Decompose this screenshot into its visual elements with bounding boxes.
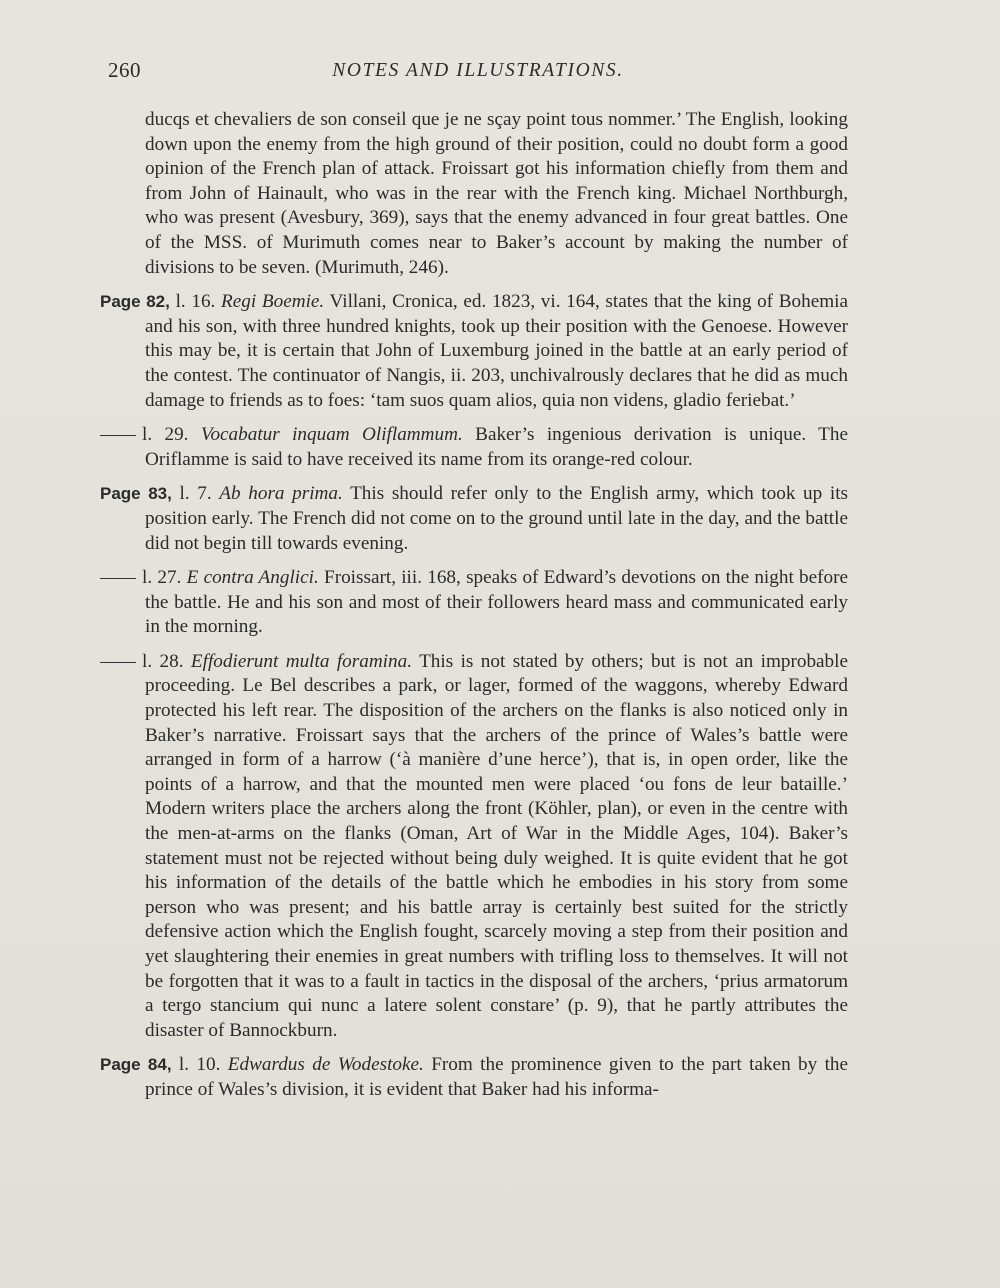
running-head: NOTES AND ILLUSTRATIONS. bbox=[332, 60, 624, 81]
note-line-ref: l. 28. bbox=[142, 650, 184, 672]
note-line-28 bbox=[100, 650, 848, 1044]
note-text: From the prominence given to the part taken by the prince of Wales’s division, it is evident that Baker had his informa- bbox=[145, 1054, 849, 1100]
note-continuation bbox=[100, 108, 848, 280]
note-lemma: E contra Anglici. bbox=[186, 567, 319, 589]
note-lemma: Ab hora prima. bbox=[219, 483, 343, 505]
page-header bbox=[108, 58, 848, 92]
note-page-ref: Page 84, bbox=[100, 1055, 172, 1075]
ditto-dash bbox=[100, 435, 136, 436]
note-lemma: Effodierunt multa foramina. bbox=[190, 650, 412, 672]
ditto-dash bbox=[100, 662, 136, 663]
note-lemma: Vocabatur inquam Oliflammum. bbox=[200, 424, 463, 446]
note-line-29 bbox=[100, 423, 848, 472]
note-line-ref: l. 16. bbox=[175, 291, 216, 313]
note-text: Villani, Cronica, ed. 1823, vi. 164, states that the king of Bohemia and his son, with three hundred knights, took up their position with the Genoese. However this may be, it is certain that John of Luxemburg joined in the battle at an early period of the contest. The continuator of Nangis, ii. 203, unchivalrously declares that he did as much damage to friends as to foes: ‘tam suos quam alios, quia non videns, gladio feriebat.’ bbox=[145, 291, 849, 411]
note-lemma: Edwardus de Wodestoke. bbox=[227, 1054, 424, 1076]
note-page-84-line-10 bbox=[100, 1053, 848, 1102]
note-text: This should refer only to the English army, which took up its position early. The French did not come on to the ground until late in the day, and the battle did not begin till towards evening. bbox=[145, 483, 849, 554]
note-text: This is not stated by others; but is not an improbable proceeding. Le Bel describes a park, or lager, formed of the waggons, whereby Edward protected his left rear. The disposition of the archers on the flanks is also noticed only in Baker’s narrative. Froissart says that the archers of the prince of Wales’s battle were arranged in form of a harrow (‘à manière d’une herce’), that is, in open order, like the points of a harrow, and that the mounted men were placed ‘ou fons de leur bataille.’ Modern writers place the archers along the front (Köhler, plan), or even in the centre with the men-at-arms on the flanks (Oman, Art of War in the Middle Ages, 104). Baker’s statement must not be rejected without being duly weighed. It is quite evident that he got his information of the details of the battle which he embodies in his story from some person who was present; and his battle array is certainly best suited for the strictly defensive action which the English fought, scarcely moving a step from their position and yet slaughtering their enemies in great numbers with trifling loss to themselves. It will not be forgotten that it was to a fault in tactics in the disposal of the archers, ‘prius armatorum a tergo stancium qui nunc a latere solent constare’ (p. 9), that he partly attributes the disaster of Bannockburn. bbox=[145, 650, 848, 1041]
note-line-ref: l. 29. bbox=[142, 424, 189, 446]
note-lemma: Regi Boemie. bbox=[221, 291, 325, 313]
note-line-ref: l. 27. bbox=[142, 567, 182, 589]
ditto-dash bbox=[100, 578, 136, 579]
note-line-27 bbox=[100, 566, 848, 640]
note-page-83-line-7 bbox=[100, 482, 848, 556]
note-line-ref: l. 7. bbox=[179, 483, 212, 505]
note-line-ref: l. 10. bbox=[178, 1054, 221, 1076]
notes-body bbox=[100, 108, 848, 1113]
note-text: Froissart, iii. 168, speaks of Edward’s devotions on the night before the battle. He and his son and most of their followers heard mass and communicated early in the morning. bbox=[145, 567, 849, 638]
note-page-ref: Page 83, bbox=[100, 484, 172, 504]
note-text: Baker’s ingenious derivation is unique. The Oriflamme is said to have received its name from its orange-red colour. bbox=[145, 424, 848, 470]
note-page-ref: Page 82, bbox=[100, 292, 170, 312]
page-number: 260 bbox=[108, 58, 141, 82]
note-page-82-line-16 bbox=[100, 290, 848, 413]
note-text: ducqs et chevaliers de son conseil que je ne sçay point tous nommer.’ The English, looking down upon the enemy from the high ground of their position, could no doubt form a good opinion of the French plan of attack. Froissart got his information chiefly from them and from John of Hainault, who was in the rear with the French king. Michael Northburgh, who was present (Avesbury, 369), says that the enemy advanced in four great battles. One of the MSS. of Murimuth comes near to Baker’s account by making the number of divisions to be seven. (Murimuth, 246). bbox=[145, 109, 848, 278]
